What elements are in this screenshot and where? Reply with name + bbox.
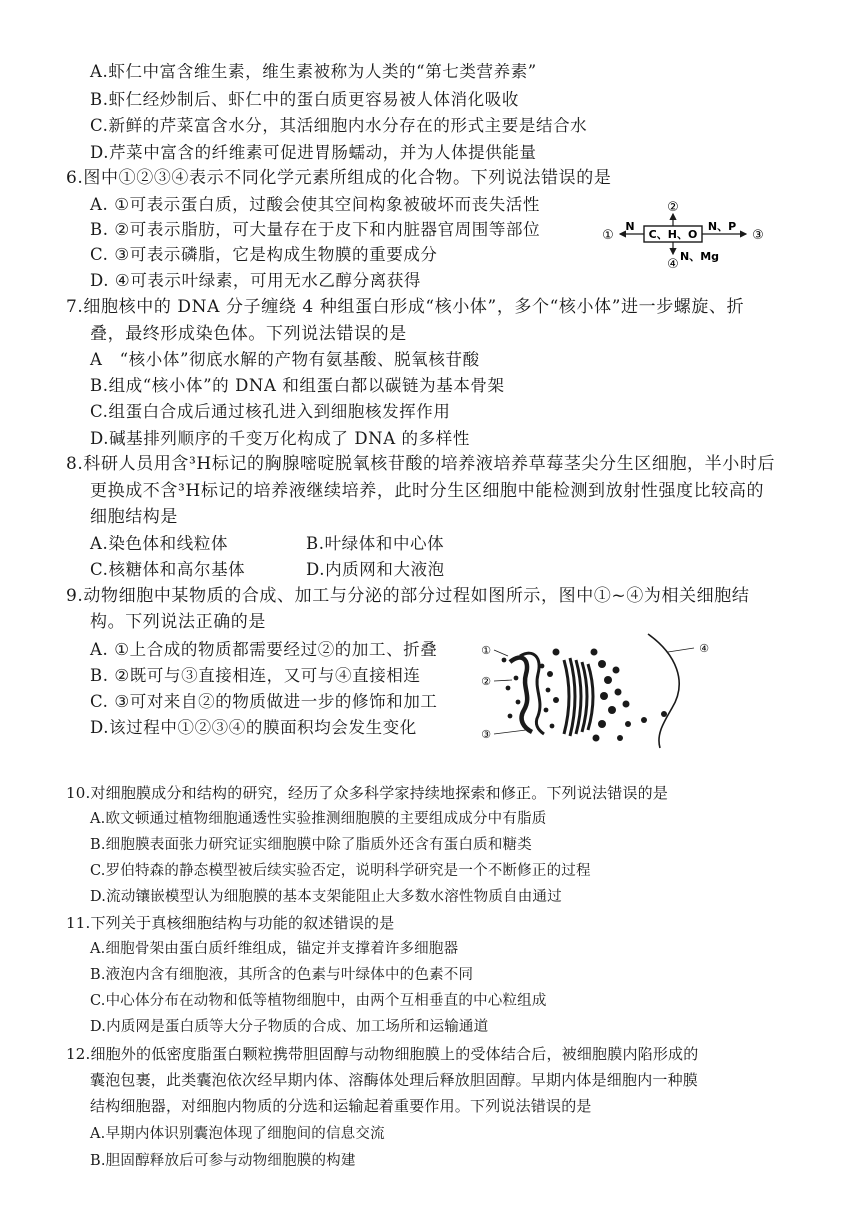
golgi-apparatus xyxy=(564,660,569,734)
label-n-left: N xyxy=(625,220,635,233)
question-9-stem-1: 9.动物细胞中某物质的合成、加工与分泌的部分过程如图所示，图中①~④为相关细胞结 xyxy=(66,586,750,606)
question-8-stem-3: 细胞结构是 xyxy=(90,507,178,527)
center-box-label: C、H、O xyxy=(648,228,698,241)
question-11-stem: 11.下列关于真核细胞结构与功能的叙述错误的是 xyxy=(66,914,395,932)
question-8-stem-1: 8.科研人员用含³H标记的胸腺嘧啶脱氧核苷酸的培养液培养草莓茎尖分生区细胞，半小时后 xyxy=(66,454,776,474)
question-8-option-d: D.内质网和大液泡 xyxy=(306,560,445,579)
endoplasmic-reticulum xyxy=(510,658,532,732)
node-3: ③ xyxy=(752,228,764,243)
question-11-option-d: D.内质网是蛋白质等大分子物质的合成、加工场所和运输通道 xyxy=(90,1019,489,1035)
label-n-p: N、P xyxy=(707,220,737,233)
question-11-option-b: B.液泡内含有细胞液，其所含的色素与叶绿体中的色素不同 xyxy=(90,967,474,983)
secretion-pathway-diagram xyxy=(480,630,730,750)
question-10-option-c: C.罗伯特森的静态模型被后续实验否定，说明科学研究是一个不断修正的过程 xyxy=(90,863,591,879)
question-9-option-a: A. ①上合成的物质都需要经过②的加工、折叠 xyxy=(90,640,438,659)
question-7-stem-2: 叠，最终形成染色体。下列说法错误的是 xyxy=(90,324,407,344)
question-7-option-c: C.组蛋白合成后通过核孔进入到细胞核发挥作用 xyxy=(90,402,451,421)
node-4: ④ xyxy=(667,257,679,272)
node-2: ② xyxy=(667,200,679,215)
question-6-option-c: C. ③可表示磷脂，它是构成生物膜的重要成分 xyxy=(90,245,438,264)
label-3: ③ xyxy=(481,728,491,741)
node-1: ① xyxy=(602,228,614,243)
label-n-mg: N、Mg xyxy=(680,250,720,263)
option-c-top: C.新鲜的芹菜富含水分，其活细胞内水分存在的形式主要是结合水 xyxy=(90,116,588,135)
question-7-option-d: D.碱基排列顺序的千变万化构成了 DNA 的多样性 xyxy=(90,429,470,448)
question-7-stem-1: 7.细胞核中的 DNA 分子缠绕 4 种组蛋白形成“核小体”，多个“核小体”进一步螺旋、折 xyxy=(66,297,745,317)
question-9-option-d: D.该过程中①②③④的膜面积均会发生变化 xyxy=(90,718,417,737)
label-2: ② xyxy=(481,675,491,688)
question-11-option-a: A.细胞骨架由蛋白质纤维组成，锚定并支撑着许多细胞器 xyxy=(90,941,459,957)
element-compound-diagram xyxy=(600,198,780,272)
question-12-option-b: B.胆固醇释放后可参与动物细胞膜的构建 xyxy=(90,1153,356,1169)
question-10-stem: 10.对细胞膜成分和结构的研究，经历了众多科学家持续地探索和修正。下列说法错误的是 xyxy=(66,784,669,802)
question-8-stem-2: 更换成不含³H标记的培养液继续培养，此时分生区细胞中能检测到放射性强度比较高的 xyxy=(90,481,765,501)
question-10-option-a: A.欧文顿通过植物细胞通透性实验推测细胞膜的主要组成成分中有脂质 xyxy=(90,811,547,827)
question-9-stem-2: 构。下列说法正确的是 xyxy=(90,612,266,632)
question-8-option-c: C.核糖体和高尔基体 xyxy=(90,560,246,579)
label-1: ① xyxy=(481,644,491,657)
label-4: ④ xyxy=(699,642,709,655)
question-10-option-b: B.细胞膜表面张力研究证实细胞膜中除了脂质外还含有蛋白质和糖类 xyxy=(90,837,532,853)
question-8-option-a: A.染色体和线粒体 xyxy=(90,534,229,553)
question-6-option-a: A. ①可表示蛋白质，过酸会使其空间构象被破坏而丧失活性 xyxy=(90,195,540,214)
question-12-option-a: A.早期内体识别囊泡体现了细胞间的信息交流 xyxy=(90,1126,385,1142)
question-8-option-b: B.叶绿体和中心体 xyxy=(306,534,445,553)
question-9-option-b: B. ②既可与③直接相连，又可与④直接相连 xyxy=(90,666,421,685)
question-12-stem-1: 12.细胞外的低密度脂蛋白颗粒携带胆固醇与动物细胞膜上的受体结合后，被细胞膜内陷形成的 xyxy=(66,1045,699,1063)
question-9-option-c: C. ③可对来自②的物质做进一步的修饰和加工 xyxy=(90,692,438,711)
question-11-option-c: C.中心体分布在动物和低等植物细胞中，由两个互相垂直的中心粒组成 xyxy=(90,993,547,1009)
question-6-option-d: D. ④可表示叶绿素，可用无水乙醇分离获得 xyxy=(90,271,422,290)
question-12-stem-3: 结构细胞器，对细胞内物质的分选和运输起着重要作用。下列说法错误的是 xyxy=(90,1097,592,1115)
option-a-top: A.虾仁中富含维生素，维生素被称为人类的“第七类营养素” xyxy=(90,62,537,81)
question-10-option-d: D.流动镶嵌模型认为细胞膜的基本支架能阻止大多数水溶性物质自由通过 xyxy=(90,889,562,905)
question-7-option-a: A “核小体”彻底水解的产物有氨基酸、脱氧核苷酸 xyxy=(90,350,480,369)
option-b-top: B.虾仁经炒制后、虾仁中的蛋白质更容易被人体消化吸收 xyxy=(90,90,519,109)
question-6-option-b: B. ②可表示脂肪，可大量存在于皮下和内脏器官周围等部位 xyxy=(90,220,541,239)
option-d-top: D.芹菜中富含的纤维素可促进胃肠蠕动，并为人体提供能量 xyxy=(90,143,537,162)
question-6-stem: 6.图中①②③④表示不同化学元素所组成的化合物。下列说法错误的是 xyxy=(66,168,612,188)
question-12-stem-2: 囊泡包裹，此类囊泡依次经早期内体、溶酶体处理后释放胆固醇。早期内体是细胞内一种膜 xyxy=(90,1071,699,1089)
question-7-option-b: B.组成“核小体”的 DNA 和组蛋白都以碳链为基本骨架 xyxy=(90,376,505,395)
